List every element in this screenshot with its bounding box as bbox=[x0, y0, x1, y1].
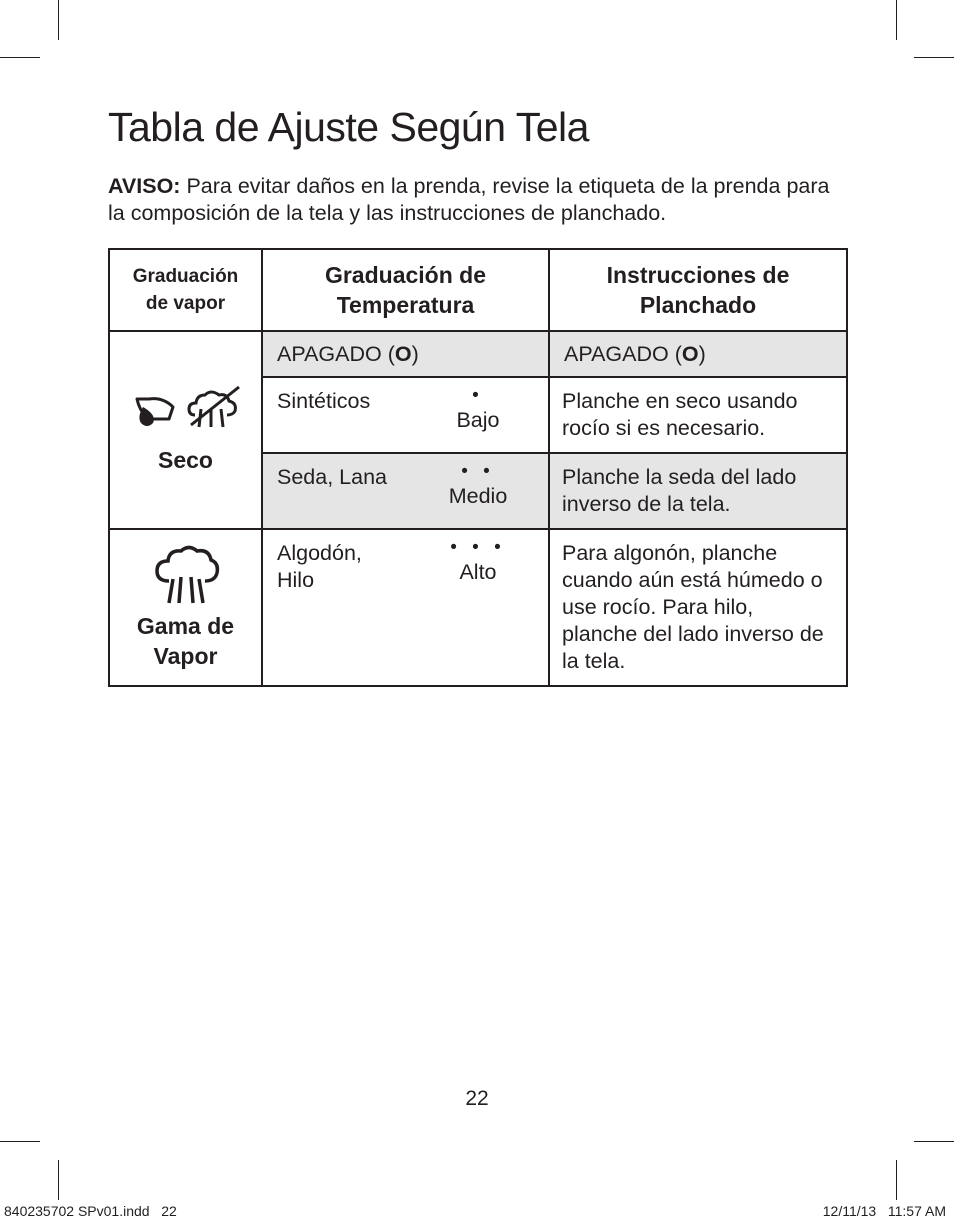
fabric-name: Seda, Lana bbox=[277, 465, 387, 489]
crop-mark bbox=[58, 0, 59, 40]
temp-synthetics-cell bbox=[262, 377, 549, 453]
slug-file: 840235702 SPv01.indd 22 bbox=[4, 1203, 177, 1219]
table-row bbox=[109, 529, 847, 686]
dry-mode-cell bbox=[109, 331, 262, 529]
crop-mark bbox=[896, 1160, 897, 1200]
instructions-off-cell: APAGADO (O) bbox=[549, 331, 847, 377]
temperature-dots: • • bbox=[461, 461, 495, 482]
header-instructions: Instrucciones de Planchado bbox=[549, 249, 847, 331]
temp-silk-wool-cell bbox=[262, 453, 549, 529]
crop-mark bbox=[58, 1160, 59, 1200]
temperature-dots: • • • bbox=[450, 537, 506, 558]
crop-mark bbox=[0, 1141, 40, 1142]
page-title: Tabla de Ajuste Según Tela bbox=[108, 104, 589, 150]
temperature-level-label: Alto bbox=[459, 560, 497, 584]
notice-text: Para evitar daños en la prenda, revise la etiqueta de la prenda para la composición de la tela y las instrucciones de planchado. bbox=[108, 174, 830, 225]
header-steam: Graduación de vapor bbox=[109, 249, 262, 331]
slug-datetime: 12/11/13 11:57 AM bbox=[822, 1203, 946, 1219]
notice bbox=[108, 173, 848, 227]
header-temperature: Graduación de Temperatura bbox=[262, 249, 549, 331]
temperature-level-label: Medio bbox=[448, 484, 508, 508]
table-row bbox=[109, 331, 847, 377]
temperature-dots: • bbox=[472, 385, 484, 406]
temperature-level bbox=[428, 384, 528, 432]
instructions-silk-wool-cell: Planche la seda del lado inverso de la tela. bbox=[549, 453, 847, 529]
temp-cotton-linen-cell bbox=[262, 529, 549, 686]
dry-mode-icons bbox=[129, 385, 243, 431]
dry-mode-label: Seco bbox=[158, 447, 213, 473]
steam-cloud-icon bbox=[151, 545, 221, 607]
crop-mark bbox=[914, 1141, 954, 1142]
temperature-level bbox=[428, 536, 528, 584]
page-number: 22 bbox=[465, 1087, 489, 1110]
fabric-name: Algodón, Hilo bbox=[277, 541, 362, 592]
iron-drop-icon bbox=[137, 399, 173, 426]
notice-label: AVISO: bbox=[108, 174, 181, 198]
temperature-level-label: Bajo bbox=[456, 408, 500, 432]
fabric-name: Sintéticos bbox=[277, 389, 371, 413]
fabric-settings-table bbox=[108, 248, 848, 687]
steam-mode-cell bbox=[109, 529, 262, 686]
temperature-level bbox=[428, 460, 528, 508]
no-steam-icon bbox=[189, 387, 239, 427]
instructions-synthetics-cell: Planche en seco usando rocío si es necesario. bbox=[549, 377, 847, 453]
crop-mark bbox=[914, 57, 954, 58]
table-header-row bbox=[109, 249, 847, 331]
temp-off-cell: APAGADO (O) bbox=[262, 331, 549, 377]
steam-mode-label: Gama de Vapor bbox=[136, 612, 235, 669]
instructions-cotton-linen-cell: Para algonón, planche cuando aún está húmedo o use rocío. Para hilo, planche del lado inverso de la tela. bbox=[549, 529, 847, 686]
crop-mark bbox=[0, 57, 40, 58]
crop-mark bbox=[896, 0, 897, 40]
